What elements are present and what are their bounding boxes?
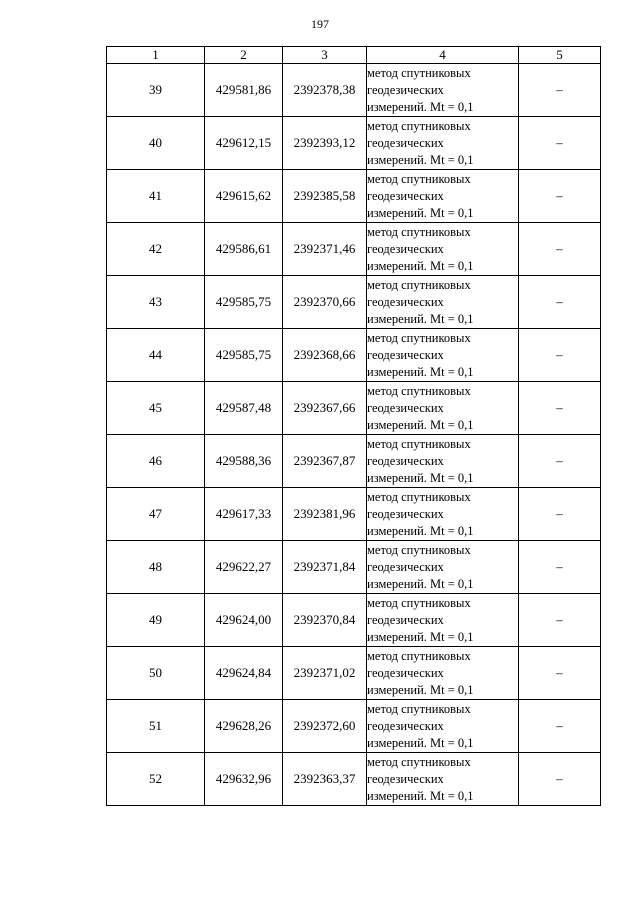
method-line: геодезических (367, 241, 444, 256)
method-line: геодезических (367, 400, 444, 415)
table-row (107, 541, 601, 594)
description-cell: – (519, 382, 601, 435)
y-coordinate-cell: 2392371,84 (283, 541, 367, 594)
y-coordinate-cell: 2392381,96 (283, 488, 367, 541)
point-number-cell: 41 (107, 170, 205, 223)
table-row (107, 594, 601, 647)
description-cell: – (519, 329, 601, 382)
method-cell (367, 647, 519, 700)
method-line: измерений. Mt = 0,1 (367, 364, 474, 379)
method-cell (367, 117, 519, 170)
point-number-cell: 52 (107, 753, 205, 806)
point-number-cell: 46 (107, 435, 205, 488)
description-cell: – (519, 541, 601, 594)
column-header: 5 (519, 47, 601, 64)
table-header-row (107, 47, 601, 64)
method-line: метод спутниковых (367, 383, 471, 398)
method-line: геодезических (367, 453, 444, 468)
method-cell (367, 594, 519, 647)
table-row (107, 64, 601, 117)
page-number: 197 (311, 17, 329, 31)
method-line: геодезических (367, 294, 444, 309)
method-line: измерений. Mt = 0,1 (367, 152, 474, 167)
point-number-cell: 40 (107, 117, 205, 170)
method-line: измерений. Mt = 0,1 (367, 258, 474, 273)
y-coordinate-cell: 2392370,84 (283, 594, 367, 647)
table-row (107, 647, 601, 700)
x-coordinate-cell: 429615,62 (205, 170, 283, 223)
method-cell (367, 329, 519, 382)
x-coordinate-cell: 429588,36 (205, 435, 283, 488)
x-coordinate-cell: 429585,75 (205, 329, 283, 382)
method-line: геодезических (367, 347, 444, 362)
description-cell: – (519, 117, 601, 170)
method-line: метод спутниковых (367, 489, 471, 504)
method-line: геодезических (367, 506, 444, 521)
method-line: измерений. Mt = 0,1 (367, 576, 474, 591)
description-cell: – (519, 170, 601, 223)
method-cell (367, 276, 519, 329)
method-line: измерений. Mt = 0,1 (367, 205, 474, 220)
point-number-cell: 44 (107, 329, 205, 382)
method-line: метод спутниковых (367, 595, 471, 610)
y-coordinate-cell: 2392368,66 (283, 329, 367, 382)
method-cell (367, 435, 519, 488)
method-line: метод спутниковых (367, 542, 471, 557)
y-coordinate-cell: 2392393,12 (283, 117, 367, 170)
method-cell (367, 223, 519, 276)
point-number-cell: 43 (107, 276, 205, 329)
x-coordinate-cell: 429581,86 (205, 64, 283, 117)
method-cell (367, 541, 519, 594)
x-coordinate-cell: 429586,61 (205, 223, 283, 276)
method-line: измерений. Mt = 0,1 (367, 417, 474, 432)
y-coordinate-cell: 2392371,02 (283, 647, 367, 700)
method-cell (367, 64, 519, 117)
table-row (107, 435, 601, 488)
method-cell (367, 700, 519, 753)
x-coordinate-cell: 429587,48 (205, 382, 283, 435)
method-line: метод спутниковых (367, 436, 471, 451)
method-line: измерений. Mt = 0,1 (367, 788, 474, 803)
x-coordinate-cell: 429612,15 (205, 117, 283, 170)
description-cell: – (519, 64, 601, 117)
point-number-cell: 48 (107, 541, 205, 594)
table-row (107, 700, 601, 753)
description-cell: – (519, 488, 601, 541)
table-row (107, 488, 601, 541)
column-header: 1 (107, 47, 205, 64)
table-body (107, 64, 601, 806)
method-line: метод спутниковых (367, 277, 471, 292)
method-line: метод спутниковых (367, 754, 471, 769)
method-cell (367, 488, 519, 541)
method-line: измерений. Mt = 0,1 (367, 682, 474, 697)
description-cell: – (519, 594, 601, 647)
point-number-cell: 42 (107, 223, 205, 276)
method-line: геодезических (367, 188, 444, 203)
method-line: геодезических (367, 82, 444, 97)
point-number-cell: 47 (107, 488, 205, 541)
method-line: метод спутниковых (367, 330, 471, 345)
x-coordinate-cell: 429622,27 (205, 541, 283, 594)
method-line: геодезических (367, 612, 444, 627)
y-coordinate-cell: 2392370,66 (283, 276, 367, 329)
method-line: метод спутниковых (367, 224, 471, 239)
method-line: измерений. Mt = 0,1 (367, 99, 474, 114)
method-line: геодезических (367, 135, 444, 150)
method-line: геодезических (367, 559, 444, 574)
table-row (107, 170, 601, 223)
y-coordinate-cell: 2392363,37 (283, 753, 367, 806)
description-cell: – (519, 223, 601, 276)
method-cell (367, 753, 519, 806)
method-line: измерений. Mt = 0,1 (367, 470, 474, 485)
method-line: измерений. Mt = 0,1 (367, 629, 474, 644)
method-line: измерений. Mt = 0,1 (367, 311, 474, 326)
y-coordinate-cell: 2392367,87 (283, 435, 367, 488)
method-line: метод спутниковых (367, 171, 471, 186)
column-header: 4 (367, 47, 519, 64)
table-row (107, 117, 601, 170)
table-row (107, 276, 601, 329)
method-line: метод спутниковых (367, 648, 471, 663)
column-header: 2 (205, 47, 283, 64)
method-line: геодезических (367, 718, 444, 733)
method-line: метод спутниковых (367, 701, 471, 716)
description-cell: – (519, 700, 601, 753)
description-cell: – (519, 276, 601, 329)
x-coordinate-cell: 429632,96 (205, 753, 283, 806)
y-coordinate-cell: 2392385,58 (283, 170, 367, 223)
method-line: измерений. Mt = 0,1 (367, 523, 474, 538)
coordinates-table (106, 46, 601, 806)
column-header: 3 (283, 47, 367, 64)
x-coordinate-cell: 429617,33 (205, 488, 283, 541)
method-line: измерений. Mt = 0,1 (367, 735, 474, 750)
table-row (107, 223, 601, 276)
point-number-cell: 45 (107, 382, 205, 435)
method-line: метод спутниковых (367, 118, 471, 133)
method-line: геодезических (367, 665, 444, 680)
description-cell: – (519, 647, 601, 700)
method-line: геодезических (367, 771, 444, 786)
y-coordinate-cell: 2392378,38 (283, 64, 367, 117)
point-number-cell: 39 (107, 64, 205, 117)
x-coordinate-cell: 429624,84 (205, 647, 283, 700)
x-coordinate-cell: 429585,75 (205, 276, 283, 329)
method-line: метод спутниковых (367, 65, 471, 80)
point-number-cell: 51 (107, 700, 205, 753)
description-cell: – (519, 435, 601, 488)
y-coordinate-cell: 2392371,46 (283, 223, 367, 276)
point-number-cell: 50 (107, 647, 205, 700)
point-number-cell: 49 (107, 594, 205, 647)
table-row (107, 329, 601, 382)
method-cell (367, 382, 519, 435)
x-coordinate-cell: 429624,00 (205, 594, 283, 647)
description-cell: – (519, 753, 601, 806)
x-coordinate-cell: 429628,26 (205, 700, 283, 753)
method-cell (367, 170, 519, 223)
table-row (107, 753, 601, 806)
table-row (107, 382, 601, 435)
y-coordinate-cell: 2392367,66 (283, 382, 367, 435)
y-coordinate-cell: 2392372,60 (283, 700, 367, 753)
